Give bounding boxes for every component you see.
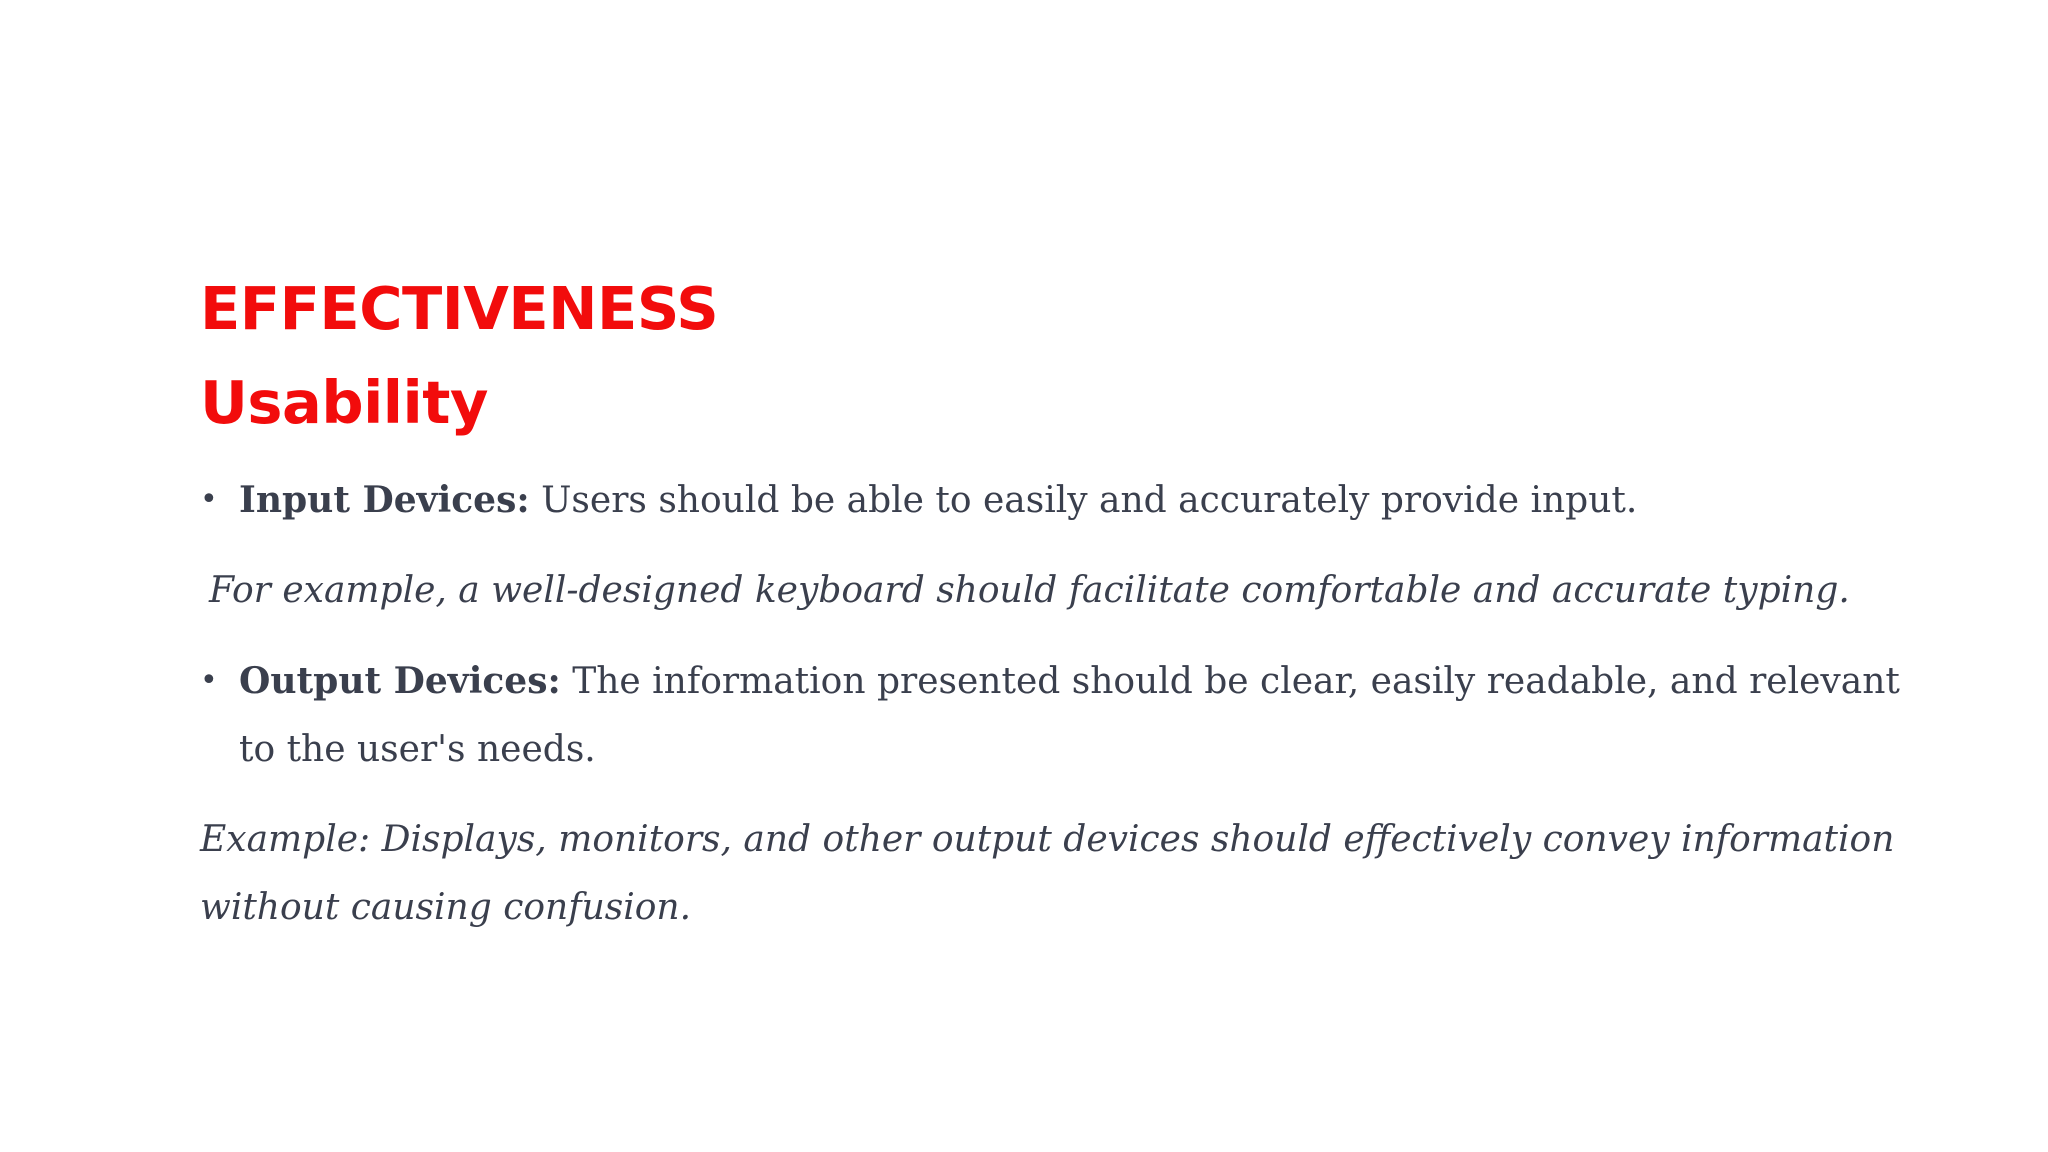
slide-body xyxy=(200,466,1920,942)
bullet-text: The information presented should be clear, easily readable, and relevant to the user's needs. xyxy=(239,661,1900,770)
bullet-text: Users should be able to easily and accurately provide input. xyxy=(529,480,1638,521)
example-text: Example: Displays, monitors, and other output devices should effectively convey information without causing confusion. xyxy=(200,819,1895,928)
slide-title: EFFECTIVENESS xyxy=(200,274,719,343)
slide-titles xyxy=(200,262,718,450)
bullet-dot-icon: • xyxy=(200,663,218,698)
bullet-input-devices xyxy=(200,466,1920,535)
bullet-output-devices xyxy=(200,647,1920,784)
example-text: For example, a well-designed keyboard should facilitate comfortable and accurate typing. xyxy=(209,570,1850,611)
bullet-dot-icon: • xyxy=(200,482,218,517)
bullet-term: Output Devices: xyxy=(239,660,561,702)
slide-subtitle: Usability xyxy=(200,368,488,437)
bullet-term: Input Devices: xyxy=(239,479,530,521)
